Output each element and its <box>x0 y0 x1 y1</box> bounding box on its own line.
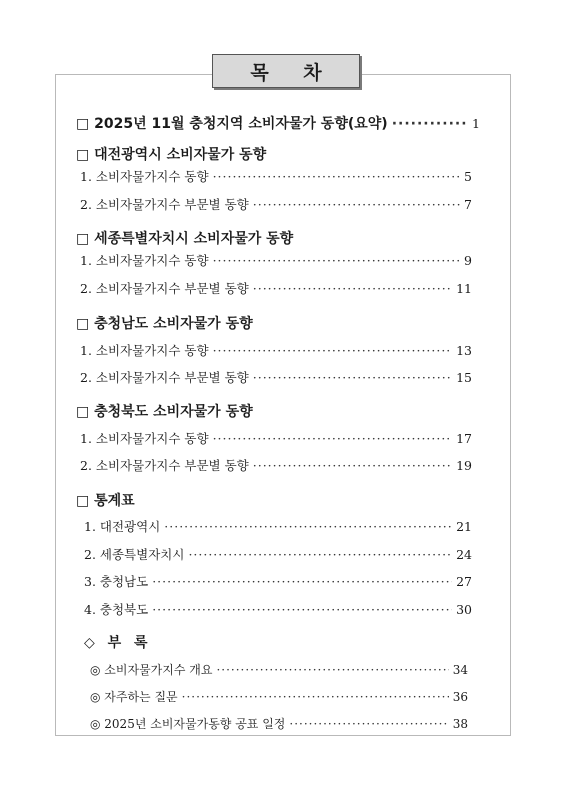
toc-item[interactable] <box>80 195 472 213</box>
toc-leader <box>253 458 452 473</box>
toc-page-number: 11 <box>456 281 472 296</box>
toc-leader <box>152 574 452 589</box>
toc-item-label: 2. 소비자물가지수 부문별 동향 <box>80 197 249 212</box>
toc-item-label: 2. 세종특별자치시 <box>84 547 185 562</box>
toc-leader <box>164 519 452 534</box>
toc-leader <box>289 717 448 731</box>
toc-page-number: 34 <box>452 663 468 677</box>
toc-item[interactable] <box>90 715 468 732</box>
toc-item[interactable] <box>80 251 472 269</box>
toc-summary-label: □ 2025년 11월 충청지역 소비자물가 동향(요약) <box>76 116 388 132</box>
toc-item[interactable] <box>90 688 468 705</box>
toc-leader <box>152 602 452 617</box>
toc-item-label: 1. 소비자물가지수 동향 <box>80 169 209 184</box>
toc-item[interactable] <box>84 545 472 563</box>
toc-item[interactable] <box>84 600 472 618</box>
toc-page-number: 5 <box>464 169 472 184</box>
toc-leader <box>213 431 453 446</box>
toc-appendix-heading[interactable]: ◇ 부 록 <box>84 635 148 651</box>
toc-section-heading[interactable]: □ 충청북도 소비자물가 동향 <box>76 404 253 420</box>
toc-page-number: 13 <box>456 343 472 358</box>
toc-summary[interactable] <box>76 113 480 133</box>
toc-item[interactable] <box>90 661 468 678</box>
toc-page-number: 24 <box>456 547 472 562</box>
toc-leader <box>188 547 452 562</box>
toc-section-heading[interactable]: □ 대전광역시 소비자물가 동향 <box>76 147 267 163</box>
toc-page-number: 27 <box>456 574 472 589</box>
toc-item-label: ◎ 2025년 소비자물가동향 공표 일정 <box>90 717 286 731</box>
toc-item[interactable] <box>80 279 472 297</box>
toc-page-number: 17 <box>456 431 472 446</box>
toc-item-label: 3. 충청남도 <box>84 574 149 589</box>
toc-item[interactable] <box>80 456 472 474</box>
toc-item-label: 1. 소비자물가지수 동향 <box>80 431 209 446</box>
toc-item[interactable] <box>80 368 472 386</box>
toc-section-heading[interactable]: □ 충청남도 소비자물가 동향 <box>76 316 253 332</box>
toc-item[interactable] <box>84 572 472 590</box>
toc-page-number: 21 <box>456 519 472 534</box>
toc-page-number: 1 <box>472 116 480 131</box>
toc-section-heading[interactable]: □ 세종특별자치시 소비자물가 동향 <box>76 231 294 247</box>
toc-leader <box>216 663 448 677</box>
toc-item-label: 1. 소비자물가지수 동향 <box>80 343 209 358</box>
toc-leader <box>392 116 468 132</box>
toc-page-number: 15 <box>456 370 472 385</box>
toc-page-number: 36 <box>452 690 468 704</box>
toc-item[interactable] <box>80 429 472 447</box>
toc-leader <box>213 253 460 268</box>
toc-item-label: ◎ 소비자물가지수 개요 <box>90 663 213 677</box>
toc-item-label: 4. 충청북도 <box>84 602 149 617</box>
toc-title: 목 차 <box>212 54 360 88</box>
toc-item-label: 2. 소비자물가지수 부문별 동향 <box>80 370 249 385</box>
toc-item[interactable] <box>80 341 472 359</box>
toc-leader <box>253 281 452 296</box>
toc-leader <box>253 197 460 212</box>
toc-section-heading[interactable]: □ 통계표 <box>76 493 135 509</box>
toc-page-number: 7 <box>464 197 472 212</box>
toc-leader <box>182 690 449 704</box>
toc-page-number: 38 <box>452 717 468 731</box>
toc-page-number: 30 <box>456 602 472 617</box>
toc-item-label: ◎ 자주하는 질문 <box>90 690 178 704</box>
toc-page-number: 19 <box>456 458 472 473</box>
toc-item-label: 2. 소비자물가지수 부문별 동향 <box>80 458 249 473</box>
toc-item-label: 1. 대전광역시 <box>84 519 161 534</box>
toc-item-label: 2. 소비자물가지수 부문별 동향 <box>80 281 249 296</box>
toc-leader <box>253 370 452 385</box>
toc-page-number: 9 <box>464 253 472 268</box>
toc-leader <box>213 343 453 358</box>
toc-leader <box>213 169 460 184</box>
toc-item[interactable] <box>80 167 472 185</box>
toc-item[interactable] <box>84 517 472 535</box>
toc-item-label: 1. 소비자물가지수 동향 <box>80 253 209 268</box>
